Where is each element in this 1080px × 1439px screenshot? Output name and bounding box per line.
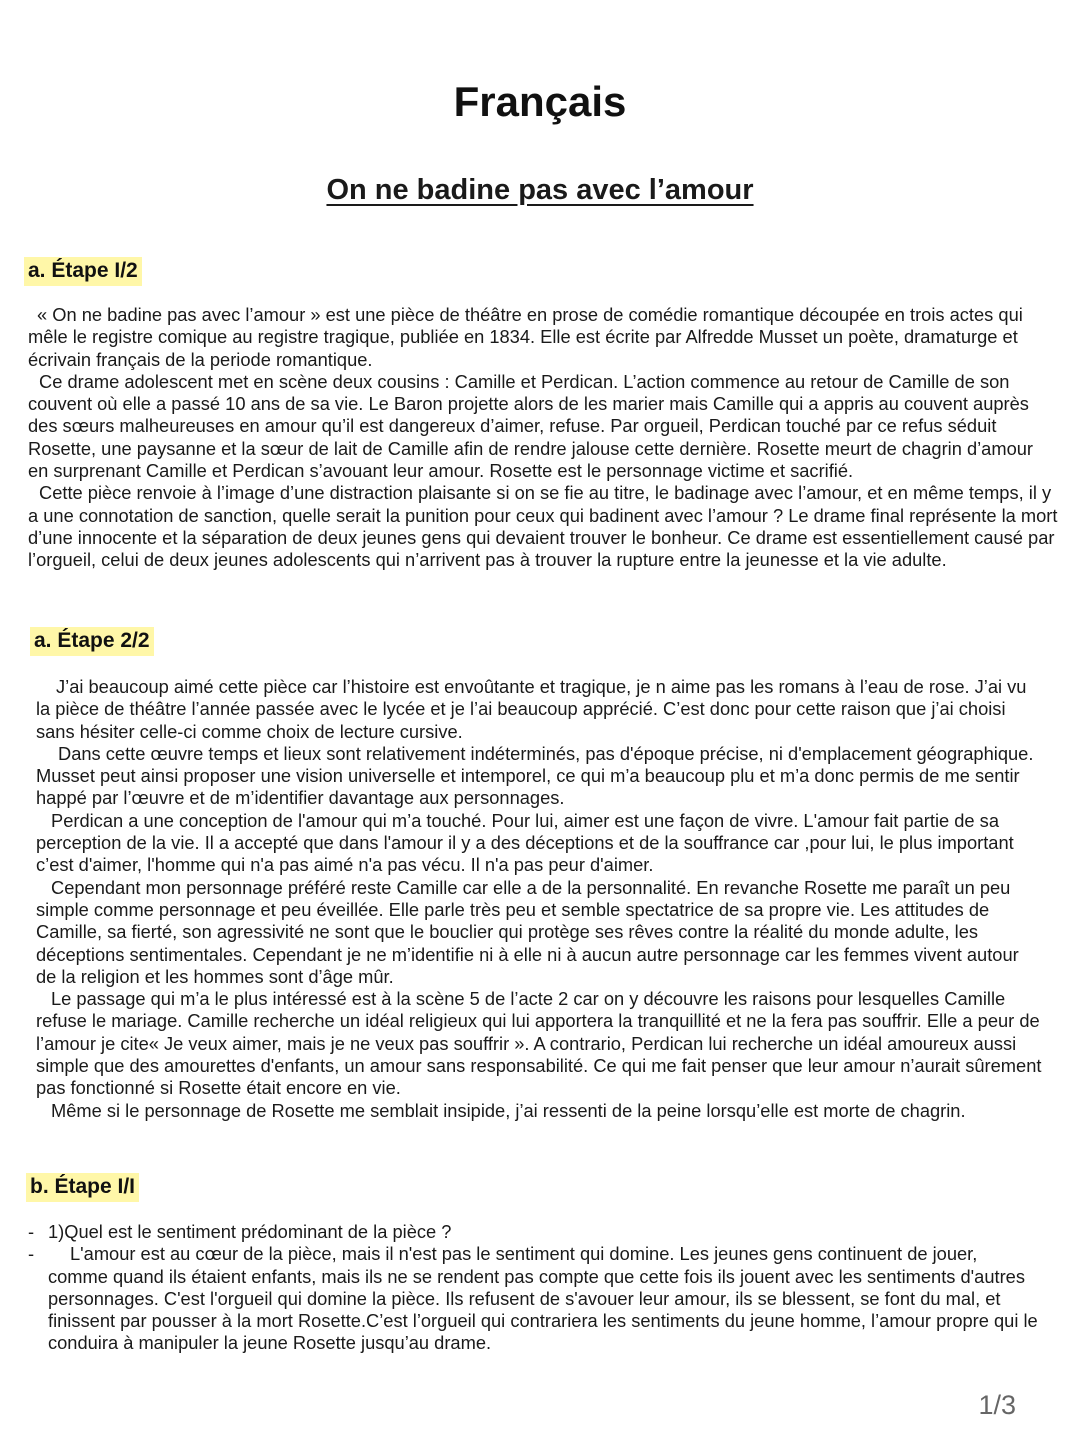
paragraph: Cette pièce renvoie à l’image d’une distraction plaisante si on se fie au titre, le badinage avec l’amour, et en même temps, il y a une connotation de sanction, quelle serait la punition pour ceux qui badinent avec l’amour ? Le drame final représente la mort d’une innocente et la séparation de deux jeunes gens qui devaient trouver le bonheur. Ce drame est essentiellement causé par l’orgueil, celui de deux jeunes adolescents qui n’arrivent pas à trouver la rupture entre la jeunesse et la vie adulte. <box>28 482 1058 571</box>
paragraph: « On ne badine pas avec l’amour » est une pièce de théâtre en prose de comédie romantique découpée en trois actes qui mêle le registre comique au registre tragique, publiée en 1834. Elle est écrite par Alfredde Musset un poète, dramaturge et écrivain français de la periode romantique. <box>28 304 1023 370</box>
list-item <box>28 1243 1040 1354</box>
section-heading-etape-b: b. Étape I/I <box>26 1173 139 1202</box>
list-dash: - <box>28 1221 35 1242</box>
paragraph: Le passage qui m’a le plus intéressé est à la scène 5 de l’acte 2 car on y découvre les raisons pour lesquelles Camille refuse le mariage. Camille recherche un idéal religieux qui lui apportera la tranquillité et ne la fera pas souffrir. Elle a peur de l’amour je cite« Je veux aimer, mais je ne veux pas souffrir ». A contrario, Perdican lui recherche un idéal amoureux aussi simple que des amourettes d'enfants, un amour sans responsabilité. Ce qui me fait penser que leur amour n’aurait sûrement pas fonctionné si Rosette était encore en vie. <box>36 988 1042 1099</box>
paragraph: Dans cette œuvre temps et lieux sont relativement indéterminés, pas d'époque précise, ni d'emplacement géographique. Musset peut ainsi proposer une vision universelle et intemporel, ce qui m’a beaucoup plu et m’a donc permis de me sentir happé par l’œuvre et de m’identifier davantage aux personnages. <box>36 742 1034 809</box>
list-dash: - <box>28 1243 35 1265</box>
question-text: 1)Quel est le sentiment prédominant de la pièce ? <box>48 1221 452 1242</box>
paragraph: J’ai beaucoup aimé cette pièce car l’histoire est envoûtante et tragique, je n aime pas les romans à l’eau de rose. J’ai vu la pièce de théâtre l’année passée avec le lycée et je l’ai beaucoup apprécié. C’est donc pour cette raison que j’ai choisi sans hésiter celle-ci comme choix de lecture cursive. <box>36 676 1027 742</box>
page-number: 1/3 <box>978 1390 1016 1420</box>
paragraph: Perdican a une conception de l'amour qui m’a touché. Pour lui, aimer est une façon de vivre. L'amour fait partie de sa perception de la vie. Il a accepté que dans l'amour il y a des déceptions et de la souffrance car ,pour lui, le plus important c’est d'aimer, l'homme qui n'a pas aimé n'a pas vécu. Il n'a pas peur d'aimer. <box>36 809 1014 876</box>
page-title: Français <box>453 78 627 125</box>
section-heading-etape-1: a. Étape I/2 <box>24 257 142 286</box>
paragraph: Ce drame adolescent met en scène deux cousins : Camille et Perdican. L’action commence au retour de Camille de son couvent où elle a passé 10 ans de sa vie. Le Baron projette alors de les marier mais Camille qui a appris au couvent auprès des sœurs malheureuses en amour qu’il est dangereux d’aimer, refuse. Par orgueil, Perdican touché par ce refus séduit Rosette, une paysanne et la sœur de lait de Camille afin de rendre jalouse cette dernière. Rosette meurt de chagrin d’amour en surprenant Camille et Perdican s’avouant leur amour. Rosette est le personnage victime et sacrifié. <box>28 370 1034 482</box>
list-item <box>28 1221 1040 1243</box>
section-body-etape-1 <box>28 304 1058 572</box>
document-subtitle: On ne badine pas avec l’amour <box>326 174 754 206</box>
paragraph: Même si le personnage de Rosette me semblait insipide, j’ai ressenti de la peine lorsqu’elle est morte de chagrin. <box>51 1099 966 1121</box>
question-list <box>28 1221 1040 1355</box>
answer-text: L'amour est au cœur de la pièce, mais il n'est pas le sentiment qui domine. Les jeunes gens continuent de jouer, comme quand ils étaient enfants, mais ils ne se rendent pas compte que cette fois ils jouent avec les sentiments d'autres personnages. C'est l'orgueil qui domine la pièce. Ils refusent de s'avouer leur amour, ils se blessent, se font du mal, et finissent par pousser à la mort Rosette.C’est l’orgueil qui contrariera les sentiments du jeune homme, l’amour propre qui le conduira à manipuler la jeune Rosette jusqu’au drame. <box>48 1243 1038 1354</box>
section-body-etape-2 <box>36 676 1042 1122</box>
section-heading-etape-2: a. Étape 2/2 <box>30 627 154 656</box>
paragraph: Cependant mon personnage préféré reste Camille car elle a de la personnalité. En revanche Rosette me paraît un peu simple comme personnage et peu éveillée. Elle parle très peu et semble spectatrice de sa propre vie. Les attitudes de Camille, sa fierté, son agressivité ne sont que le bouclier qui protège ses rêves contre la réalité du monde adulte, les déceptions sentimentales. Cependant je ne m’identifie ni à elle ni à aucun autre personnage car les femmes vivent autour de la religion et les hommes sont d’âge mûr. <box>36 876 1019 987</box>
